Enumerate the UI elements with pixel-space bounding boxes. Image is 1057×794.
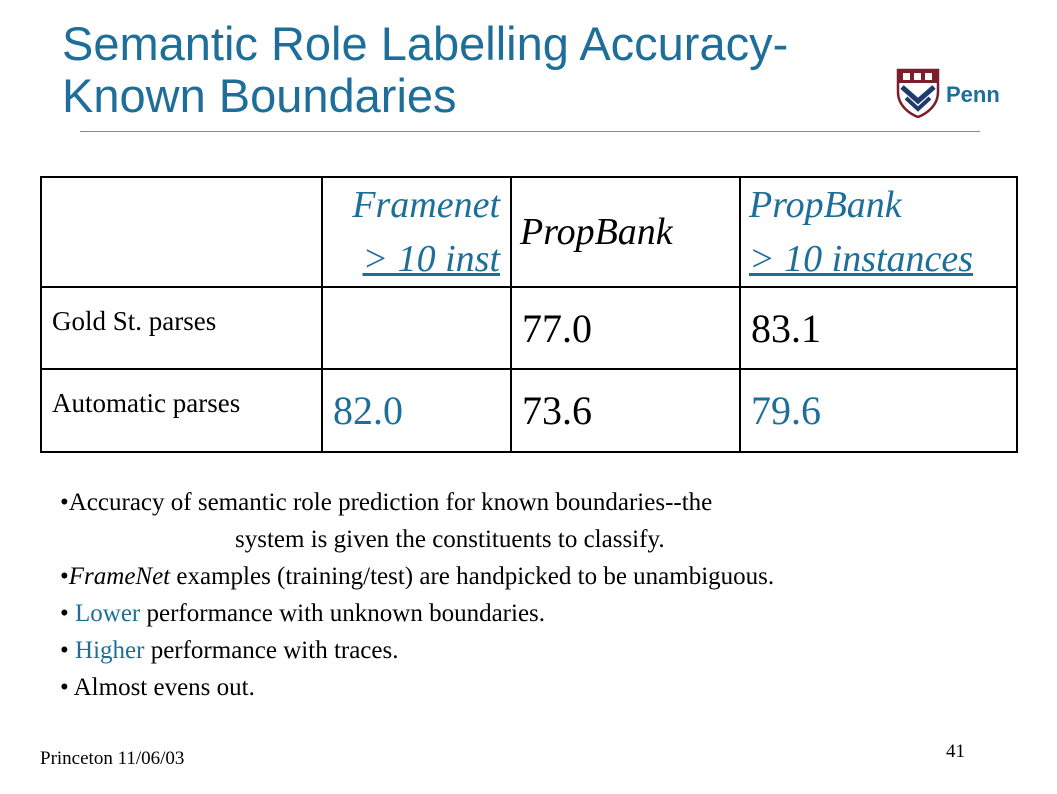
bullet-3-prefix: • <box>60 600 76 627</box>
penn-logo-text: Penn <box>946 82 1000 107</box>
title-line-1: Semantic Role Labelling Accuracy- <box>62 17 789 70</box>
header-propbank <box>511 177 740 287</box>
title-line-2: Known Boundaries <box>62 69 457 122</box>
bullet-4-text: performance with traces. <box>144 637 399 664</box>
cell-propbank: 77.0 <box>511 287 740 369</box>
title-underline-rule <box>80 131 980 132</box>
row-label: Gold St. parses <box>41 287 322 369</box>
bullet-3-highlight: Lower <box>75 600 141 627</box>
bullet-list <box>60 484 1020 706</box>
header-framenet <box>322 177 511 287</box>
bullet-2 <box>60 558 1020 595</box>
header-propbank-inst-line2: > 10 instances <box>749 238 974 280</box>
bullet-2-text: examples (training/test) are handpicked to be unambiguous. <box>170 563 775 590</box>
header-propbank-inst-line1: PropBank <box>749 184 902 226</box>
header-framenet-line2: > 10 inst <box>362 238 500 280</box>
row-label: Automatic parses <box>41 369 322 452</box>
bullet-4-prefix: • <box>60 637 76 664</box>
bullet-1-line-1: •Accuracy of semantic role prediction for known boundaries--the <box>60 489 713 516</box>
bullet-4 <box>60 632 1020 669</box>
cell-framenet: 82.0 <box>322 369 511 452</box>
table-header-row <box>41 177 1017 287</box>
page-number: 41 <box>946 741 965 762</box>
bullet-4-highlight: Higher <box>75 637 145 664</box>
penn-shield-icon <box>896 68 940 118</box>
cell-framenet <box>322 287 511 369</box>
cell-propbank: 73.6 <box>511 369 740 452</box>
header-framenet-line1: Framenet <box>352 184 500 226</box>
table-row <box>41 287 1017 369</box>
footer-venue-date: Princeton 11/06/03 <box>40 748 185 769</box>
cell-propbank-instances: 79.6 <box>740 369 1017 452</box>
bullet-3-text: performance with unknown boundaries. <box>140 600 546 627</box>
slide-title <box>62 18 902 122</box>
bullet-3 <box>60 595 1020 632</box>
header-empty-cell <box>41 177 322 287</box>
penn-logo <box>896 68 1026 120</box>
accuracy-table <box>40 176 1018 453</box>
header-propbank-label: PropBank <box>520 211 673 253</box>
bullet-5: • Almost evens out. <box>60 674 255 701</box>
bullet-2-italic: FrameNet <box>68 563 171 590</box>
bullet-2-prefix: • <box>60 563 69 590</box>
cell-propbank-instances: 83.1 <box>740 287 1017 369</box>
header-propbank-instances <box>740 177 1017 287</box>
bullet-1-line-2: system is given the constituents to classify. <box>235 526 665 553</box>
table-row <box>41 369 1017 452</box>
